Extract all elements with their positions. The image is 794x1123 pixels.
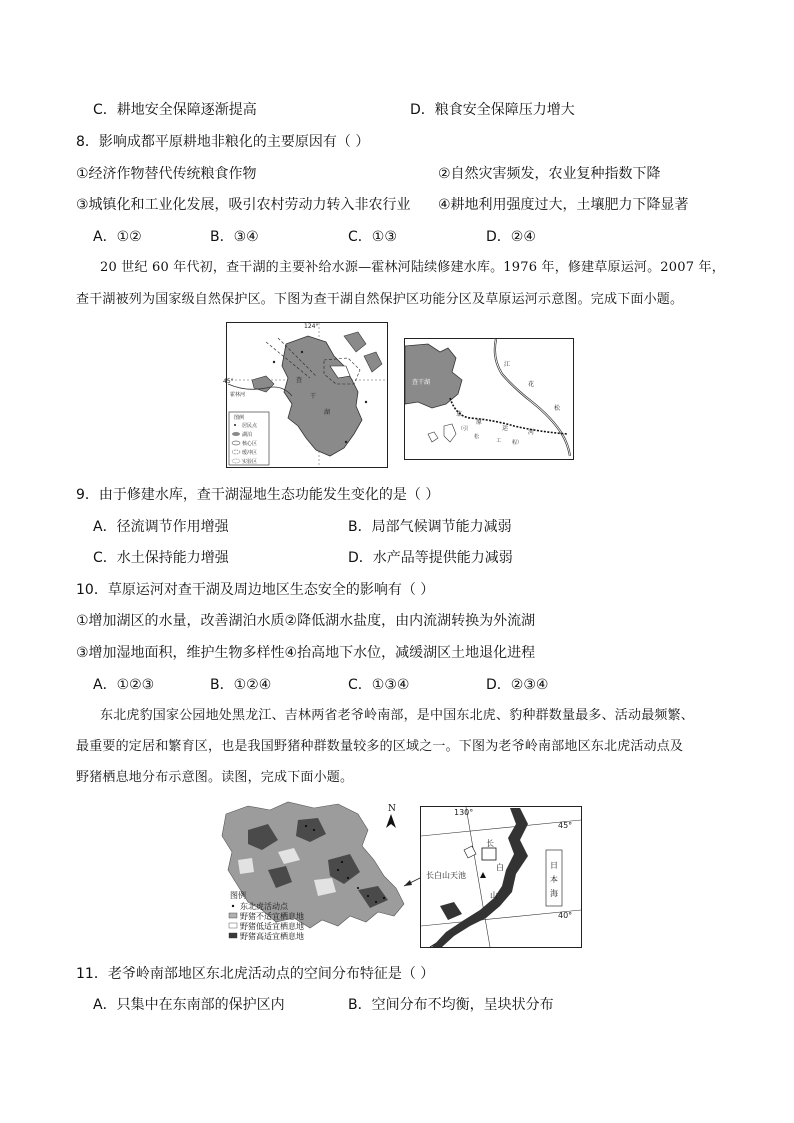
q8-stem: 8．影响成都平原耕地非粮化的主要原因有（ ）	[76, 134, 370, 150]
map4-sea-char-2: 本	[550, 875, 558, 884]
map3-legend-item-1: 东北虎活动点	[240, 902, 288, 911]
passage-tiger-line3: 野猪栖息地分布示意图。读图，完成下面小题。	[76, 770, 354, 785]
q10-option-d: D．②③④	[486, 677, 549, 693]
passage-chagan-line2: 查干湖被列为国家级自然保护区。下图为查干湖自然保护区功能分区及草原运河示意图。完成下面小题。	[76, 292, 684, 307]
map1-river: 霍林河	[230, 392, 246, 398]
map1-legend-item-1: 居民点	[242, 423, 258, 429]
regional-location-map	[420, 806, 582, 948]
north-arrow-icon	[386, 814, 396, 828]
q10-option-c: C．①③④	[348, 677, 410, 693]
q9-option-d: D．水产品等提供能力减弱	[348, 550, 513, 566]
q11-stem: 11．老爷岭南部地区东北虎活动点的空间分布特征是（ ）	[76, 966, 435, 982]
q7-option-d: D．粮食安全保障压力增大	[410, 102, 575, 118]
map4-latitude-40: 40°	[558, 911, 573, 920]
map1-latitude: 45°	[223, 378, 234, 385]
map4-label-3: 山	[490, 891, 498, 900]
unsuitable-habitat-icon	[229, 913, 237, 918]
map4-latitude-45: 45°	[558, 821, 573, 830]
q11-option-b: B．空间分布不均衡，呈块状分布	[348, 997, 554, 1013]
q10-option-b: B．①②④	[210, 677, 272, 693]
q8-statement-3: ③城镇化和工业化发展，吸引农村劳动力转入非农行业	[76, 197, 411, 213]
q8-statement-1: ①经济作物替代传统粮食作物	[76, 166, 257, 182]
q11-option-a: A．只集中在东南部的保护区内	[93, 997, 285, 1013]
map2-canal-note-3: 工	[496, 438, 502, 444]
map2-canal-note-2: 松	[474, 434, 480, 440]
map1-legend-item-2: 湖泊	[242, 432, 253, 438]
map4-label-1: 长	[486, 839, 494, 848]
map2-canal-char-3: 运	[502, 425, 509, 432]
q9-option-b: B．局部气候调节能力减弱	[348, 519, 512, 535]
north-label: N	[388, 804, 396, 814]
tiger-point-icon	[232, 905, 234, 907]
passage-tiger-line2: 最重要的定居和繁育区，也是我国野猪种群数量较多的区域之一。下图为老爷岭南部地区东北虎活动点及	[76, 739, 684, 754]
map4-mountain: 长白山天池	[426, 871, 466, 880]
lake-icon	[232, 432, 240, 436]
q9-option-a: A．径流调节作用增强	[93, 519, 229, 535]
high-suitability-habitat-icon	[229, 933, 237, 938]
map1-legend-item-5: 实验区	[242, 459, 258, 465]
habitat-distribution-map	[218, 800, 418, 948]
q10-statements-3-4: ③增加湿地面积，维护生物多样性④抬高地下水位，减缓湖区土地退化进程	[76, 645, 536, 661]
settlement-icon	[234, 424, 236, 426]
map2-canal-note-1: （引	[458, 426, 469, 432]
q8-option-c: C．①③	[348, 229, 397, 245]
chagan-zoning-map	[223, 322, 388, 468]
q7-option-c: C．耕地安全保障逐渐提高	[93, 102, 257, 118]
map1-lake-char-1: 查	[296, 377, 303, 384]
map4-sea-char-3: 海	[550, 889, 558, 898]
map3-legend-title: 图例	[230, 891, 246, 900]
map1-legend-item-3: 核心区	[242, 441, 258, 447]
q10-option-a: A．①②③	[93, 677, 155, 693]
map2-lake: 查干湖	[412, 379, 431, 386]
q9-stem: 9．由于修建水库，查干湖湿地生态功能发生变化的是（ ）	[76, 487, 440, 503]
map2-canal-char-2: 原	[476, 419, 483, 426]
passage-tiger-line1: 东北虎豹国家公园地处黑龙江、吉林两省老爷岭南部，是中国东北虎、豹种群数量最多、活动最频繁、	[100, 708, 695, 723]
grassland-canal-map	[404, 338, 574, 460]
map2-canal-char-4: 河	[528, 429, 535, 436]
map2-canal-char-1: 草	[456, 411, 463, 418]
map3-legend-item-4: 野猪高适宜栖息地	[240, 932, 304, 941]
map1-longitude: 124°	[304, 323, 319, 330]
map2-river-char-2: 花	[528, 381, 535, 388]
map2-river-char-3: 松	[554, 405, 561, 412]
map1-lake-char-2: 干	[310, 393, 317, 400]
q8-statement-2: ②自然灾害频发，农业复种指数下降	[438, 166, 661, 182]
map3-legend-item-2: 野猪不适宜栖息地	[240, 912, 304, 921]
q9-option-c: C．水土保持能力增强	[93, 550, 229, 566]
map1-lake-char-3: 湖	[324, 409, 331, 416]
q10-statements-1-2: ①增加湖区的水量，改善湖泊水质②降低湖水盐度，由内流湖转换为外流湖	[76, 613, 536, 629]
map2-canal-note-4: 程）	[512, 440, 523, 446]
map2-river-char-1: 江	[504, 361, 511, 368]
passage-chagan-line1: 20 世纪 60 年代初，查干湖的主要补给水源—霍林河陆续修建水库。1976 年，修建草原运河。2007 年，	[100, 260, 725, 275]
q8-option-b: B．③④	[210, 229, 259, 245]
q8-option-d: D．②④	[486, 229, 536, 245]
low-suitability-habitat-icon	[229, 923, 237, 928]
map3-legend-item-3: 野猪低适宜栖息地	[240, 922, 304, 931]
q8-statement-4: ④耕地利用强度过大，土壤肥力下降显著	[438, 197, 689, 213]
map4-sea-char-1: 日	[550, 861, 558, 870]
map4-label-2: 白	[496, 863, 504, 872]
map1-legend-title: 图例	[234, 415, 245, 421]
q10-stem: 10．草原运河对查干湖及周边地区生态安全的影响有（ ）	[76, 582, 435, 598]
core-zone-icon	[232, 441, 240, 445]
map1-legend-item-4: 缓冲区	[242, 450, 258, 456]
q8-option-a: A．①②	[93, 229, 142, 245]
map4-longitude: 130°	[454, 808, 474, 817]
